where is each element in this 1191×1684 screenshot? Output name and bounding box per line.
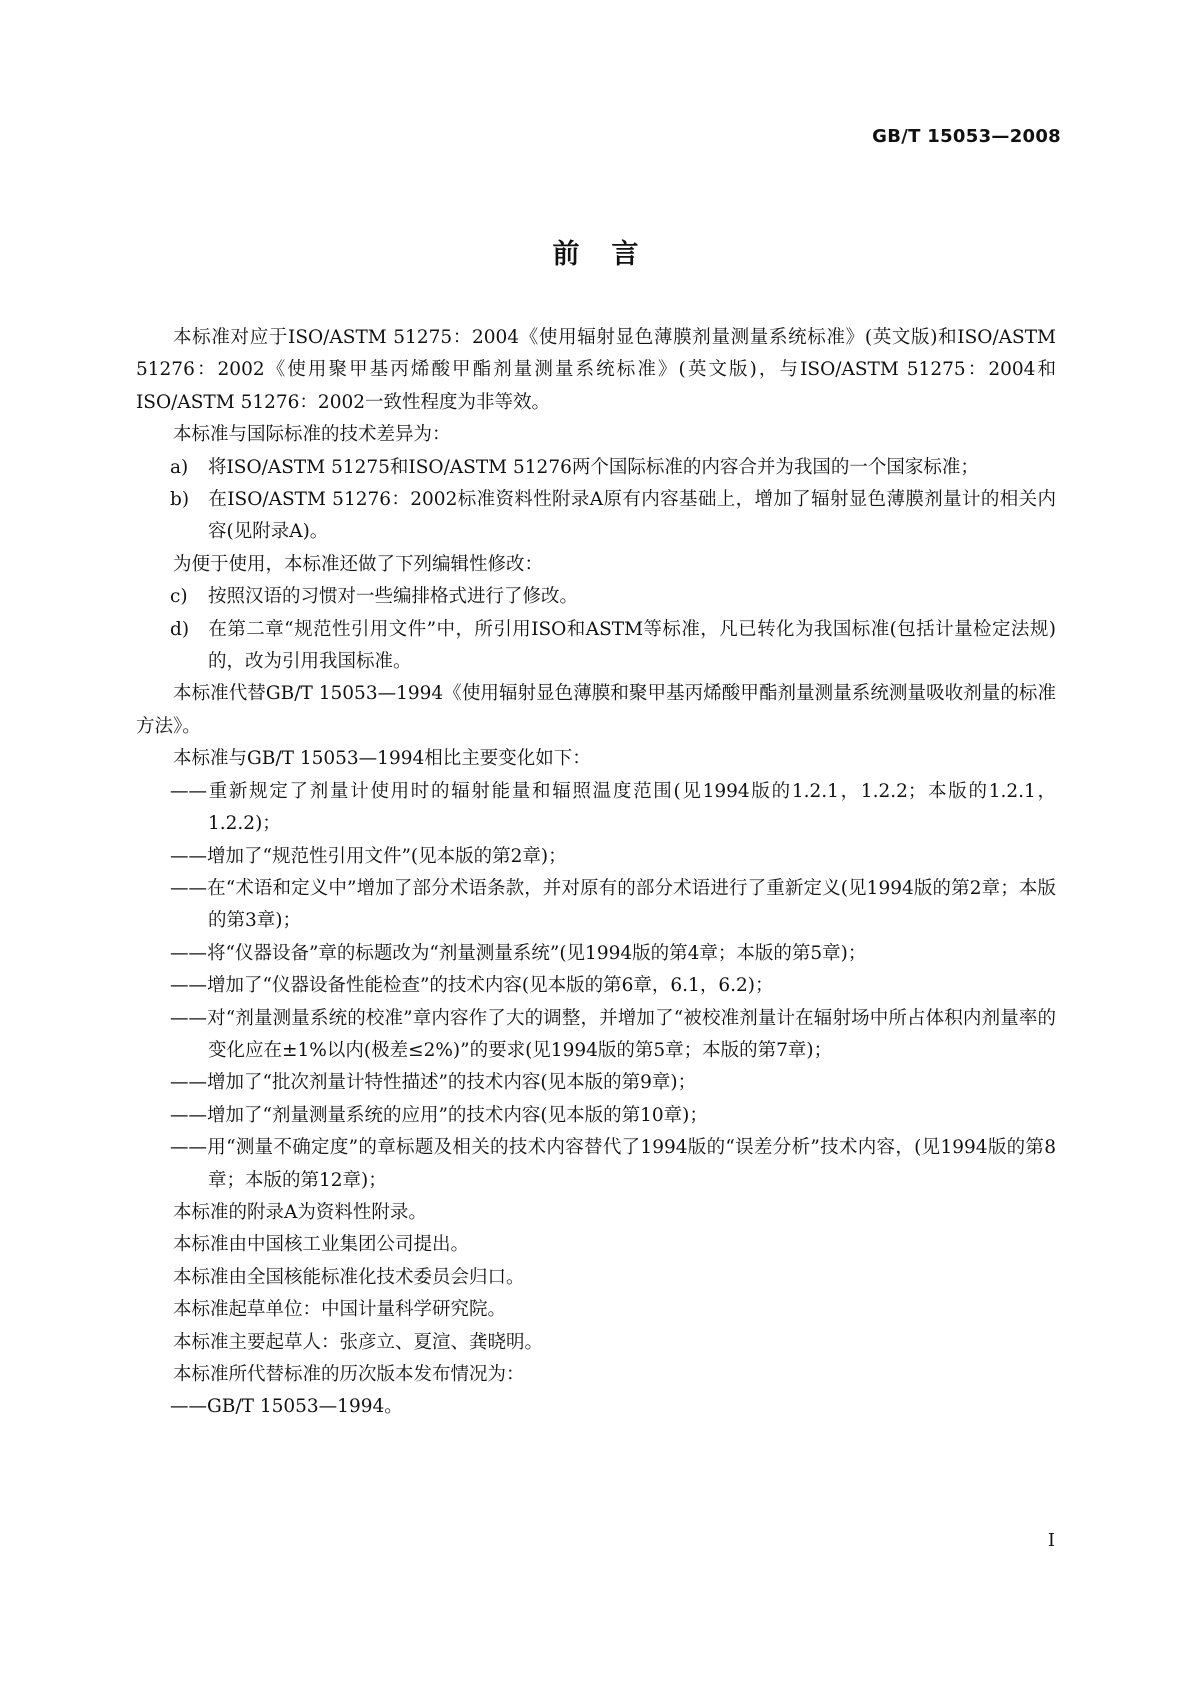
previous-version-item: ——GB/T 15053—1994。 xyxy=(170,1396,403,1418)
list-item-text: 将ISO/ASTM 51275和ISO/ASTM 51276两个国际标准的内容合并为我国的一个国家标准； xyxy=(208,456,979,478)
paragraph-committee: 本标准由全国核能标准化技术委员会归口。 xyxy=(173,1266,525,1288)
list-item-text: 在ISO/ASTM 51276：2002标准资料性附录A原有内容基础上，增加了辐射显色薄膜剂量计的相关内容(见附录A)。 xyxy=(208,489,1056,543)
page-number: I xyxy=(1047,1530,1055,1551)
change-item: ——增加了“仪器设备性能检查”的技术内容(见本版的第6章，6.1，6.2)； xyxy=(170,975,774,997)
list-marker: c) xyxy=(170,586,188,608)
list-item-a xyxy=(136,452,1056,484)
paragraph-editorial-intro: 为便于使用，本标准还做了下列编辑性修改： xyxy=(173,553,544,575)
change-item: ——增加了“批次剂量计特性描述”的技术内容(见本版的第9章)； xyxy=(170,1072,697,1094)
paragraph-annex: 本标准的附录A为资料性附录。 xyxy=(173,1201,427,1223)
foreword-body xyxy=(136,322,1056,1424)
list-item-text: 按照汉语的习惯对一些编排格式进行了修改。 xyxy=(208,586,579,608)
list-item-c xyxy=(136,581,1056,613)
change-item: ——增加了“规范性引用文件”(见本版的第2章)； xyxy=(170,845,567,867)
list-item-d xyxy=(136,614,1056,679)
change-item: ——对“剂量测量系统的校准”章内容作了大的调整，并增加了“被校准剂量计在辐射场中所占体积内剂量率的变化应在±1%以内(极差≤2%)”的要求(见1994版的第5章；本版的第7章)； xyxy=(170,1007,1056,1061)
page-title: 前言 xyxy=(552,239,671,270)
paragraph-history-intro: 本标准所代替标准的历次版本发布情况为： xyxy=(173,1364,525,1385)
list-item-b xyxy=(136,484,1056,549)
paragraph-tech-diff-intro: 本标准与国际标准的技术差异为： xyxy=(173,424,451,446)
change-item: ——用“测量不确定度”的章标题及相关的技术内容替代了1994版的“误差分析”技术内容，(见1994版的第8章；本版的第12章)； xyxy=(170,1137,1056,1191)
paragraph-replaces: 本标准代替GB/T 15053—1994《使用辐射显色薄膜和聚甲基丙烯酸甲酯剂量测量系统测量吸收剂量的标准方法》。 xyxy=(136,683,1056,737)
change-item: ——重新规定了剂量计使用时的辐射能量和辐照温度范围(见1994版的1.2.1，1.2.2；本版的1.2.1，1.2.2)； xyxy=(170,780,1056,835)
paragraph-correspondence: 本标准对应于ISO/ASTM 51275：2004《使用辐射显色薄膜剂量测量系统标准》(英文版)和ISO/ASTM 51276：2002《使用聚甲基丙烯酸甲酯剂量测量系统标准》(英文版)，与ISO/ASTM 51275：2004和ISO/ASTM 51276：2002一致性程度为非等效。 xyxy=(136,327,1056,413)
paragraph-changes-intro: 本标准与GB/T 15053—1994相比主要变化如下： xyxy=(173,748,591,770)
change-item: ——增加了“剂量测量系统的应用”的技术内容(见本版的第10章)； xyxy=(170,1104,708,1126)
paragraph-proposer: 本标准由中国核工业集团公司提出。 xyxy=(173,1234,470,1256)
standard-code: GB/T 15053—2008 xyxy=(872,126,1061,147)
list-marker: a) xyxy=(170,456,189,478)
list-marker: d) xyxy=(170,618,190,640)
list-item-text: 在第二章“规范性引用文件”中，所引用ISO和ASTM等标准，凡已转化为我国标准(包括计量检定法规)的，改为引用我国标准。 xyxy=(208,618,1056,673)
change-item: ——将“仪器设备”章的标题改为“剂量测量系统”(见1994版的第4章；本版的第5章)； xyxy=(170,942,867,964)
list-marker: b) xyxy=(170,489,190,511)
paragraph-drafters: 本标准主要起草人：张彦立、夏渲、龚晓明。 xyxy=(173,1331,544,1353)
change-item: ——在“术语和定义中”增加了部分术语条款，并对原有的部分术语进行了重新定义(见1994版的第2章；本版的第3章)； xyxy=(170,877,1056,932)
paragraph-drafting-unit: 本标准起草单位：中国计量科学研究院。 xyxy=(173,1299,507,1321)
